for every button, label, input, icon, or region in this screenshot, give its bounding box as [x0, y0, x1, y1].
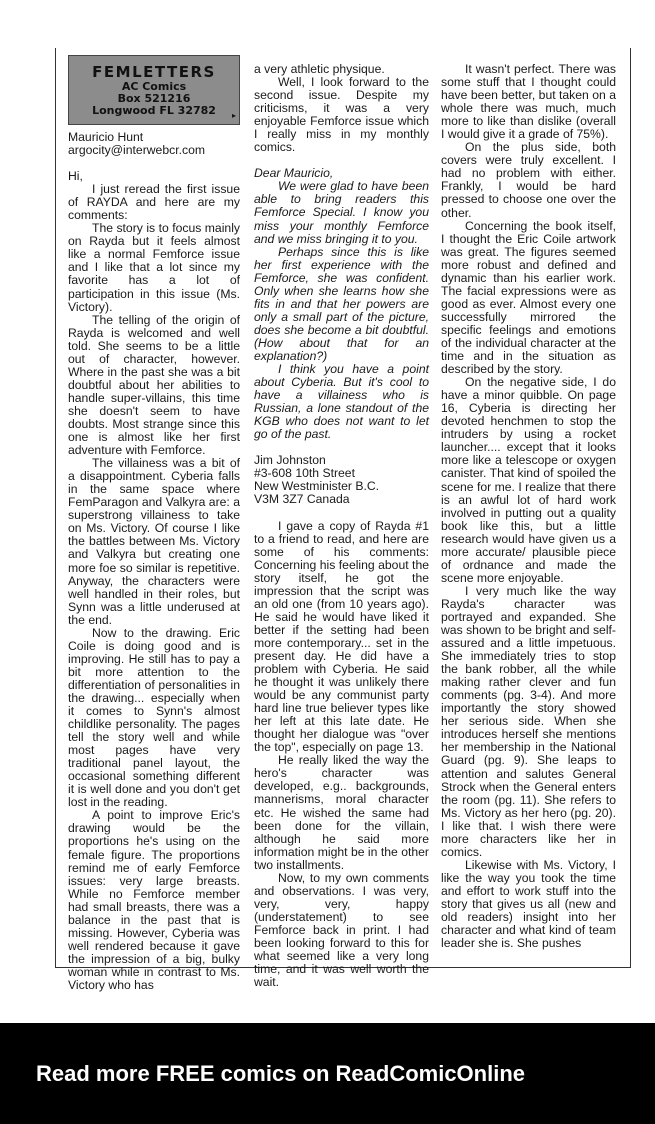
- publisher-city: Longwood FL 32782: [92, 103, 216, 117]
- reply-greeting: Dear Mauricio,: [254, 166, 334, 181]
- letter-paragraph: Concerning the book itself, I thought the Eric Coile artwork was great. The figures seemed more robust and defined and dynamic than his earlier work. The facial expressions were as good as ever. Almost every one successfully mirrored the specific feelings and emotions of the individual character at the time and in the situation as described by the story.: [441, 218, 616, 377]
- column-3: [441, 63, 616, 950]
- reply-paragraph: Perhaps since this is like her first experience with the Femforce, she was confident. Only when she learns how she fits in and that her powers are only a small part of the picture, does she become a bit doubtful. (How about that for an explanation?): [254, 244, 429, 363]
- letter-paragraph: It wasn't perfect. There was some stuff that I thought could have been better, but taken on a whole there was much, much more to like than dislike (overall I would give it a grade of 75%).: [441, 62, 616, 142]
- letter-paragraph: On the plus side, both covers were truly excellent. I had no problem with either. Frankly, I would be hard pressed to choose one over the other.: [441, 140, 616, 220]
- letter-author-address: New Westminister B.C.: [254, 479, 380, 494]
- letter-paragraph: Now, to my own comments and observations. I was very, very, very, happy (understatement) to see Femforce back in print. I had been looking forward to this for what seemed like a very long time, and it was well worth the wait.: [254, 870, 429, 990]
- letter-author-address: #3-608 10th Street: [254, 466, 355, 481]
- publisher-name: AC Comics: [121, 79, 187, 93]
- caret-icon: ▸: [231, 111, 236, 120]
- letter-paragraph: A point to improve Eric's drawing would be the proportions he's using on the female figure. The proportions remind me of early Femforce issues: very large breasts. While no Femforce member had small breasts, there was a balance in the past that is missing. However, Cyberia was well rendered because it gave the impression of a big, bulky woman while in contrast to Ms. Victory who has: [68, 808, 240, 992]
- letter-paragraph: Now to the drawing. Eric Coile is doing good and is improving. He still has to pay a bit more attention to the differentiation of personalities in the drawing... especially when it comes to Synn's almost childlike personality. The pages tell the story well and while most pages have very traditional panel layout, the occasional something different it is well done and you don't get lost in the reading.: [68, 625, 240, 810]
- letter-paragraph: I just reread the first issue of RAYDA and here are my comments:: [68, 182, 240, 223]
- letter-author-name: Jim Johnston: [254, 453, 326, 468]
- letter-paragraph: The telling of the origin of Rayda is welcomed and well told. She seems to be a little out of character, however. Where in the past she was a bit doubtful about her abilities to handle super-villains, this time she doesn't seem to have doubts. Most strange since this one is almost like her first adventure with Femforce.: [68, 312, 240, 458]
- letter-author-address: V3M 3Z7 Canada: [254, 492, 350, 507]
- letter-paragraph: I gave a copy of Rayda #1 to a friend to read, and here are some of his comments: Concerning his feeling about the story itself, he got the impression that the script was an old one (from 10 years ago). He said he would have liked it better if the setting had been more contemporary... set in the present day. He did have a problem with Cyberia. He said he thought it was unlikely there would be any communist party hard line true believer types like her left at this late date. He thought her dialogue was "over the top", especially on page 13.: [254, 518, 429, 755]
- footer-link[interactable]: Read more FREE comics on ReadComicOnline: [36, 1061, 526, 1086]
- letter-paragraph: The villainess was a bit of a disappointment. Cyberia falls in the same space where FemParagon and Valkyra are: a superstrong villainess to take on Ms. Victory. Of course I like the battles between Ms. Victory and Valkyra but creating one more foe so similar is repetitive. Anyway, the characters were well handled in their roles, but Synn was a little underused at the end.: [68, 456, 240, 627]
- reply-paragraph: I think you have a point about Cyberia. But it's cool to have a villainess who is Russian, a lone standout of the KGB who does not want to let go of the past.: [254, 362, 429, 442]
- letter-greeting: Hi,: [68, 169, 83, 184]
- column-2: [254, 63, 429, 989]
- reply-paragraph: We were glad to have been able to bring readers this Femforce Special. I know you miss your monthly Femforce and we miss bringing it to you.: [254, 179, 429, 246]
- letter-author-name: Mauricio Hunt: [68, 130, 144, 144]
- letter-paragraph: I very much like the way Rayda's character was portrayed and expanded. She was shown to be bright and self-assured and a little impetuous. She immediately tries to stop the bank robber, all the while making rather clever and fun comments (pg. 3-4). And more importantly the story showed her serious side. When she introduces herself she mentions her membership in the National Guard (pg. 9). She leaps to attention and salutes General Strock when the General enters the room (pg. 11). She refers to Ms. Victory as her hero (pg. 20). I like that. I wish there were more characters like her in comics.: [441, 583, 616, 859]
- letter-paragraph: Well, I look forward to the second issue. Despite my criticisms, it was a very enjoyable Femforce issue which I really miss in my monthly comics.: [254, 75, 429, 155]
- letter-author-email: argocity@interwebcr.com: [68, 143, 206, 158]
- letter-paragraph: On the negative side, I do have a minor quibble. On page 16, Cyberia is directing her devoted henchmen to stop the intruders by using a rocket launcher.... except that it looks more like a telescope or oxygen canister. That kind of spoiled the scene for me. I realize that there is an awful lot of hard work involved in putting out a quality book like this, but a little research would have given us a more accurate/ plausible piece of ordnance and made the scene more enjoyable.: [441, 375, 616, 585]
- letter-paragraph: He really liked the way the hero's character was developed, e.g.. backgrounds, mannerisms, moral character etc. He wished the same had been done for the villain, although he said more information might be in the other two installments.: [254, 753, 429, 872]
- column-1: [68, 131, 240, 992]
- letter-paragraph: Likewise with Ms. Victory, I like the way you took the time and effort to work stuff into the story that gives us all (new and old readers) insight into her character and what kind of team leader she is. She pushes: [441, 857, 616, 951]
- letter-paragraph: a very athletic physique.: [254, 62, 385, 76]
- femletters-header: [68, 55, 240, 125]
- letter-paragraph: The story is to focus mainly on Rayda but it feels almost like a normal Femforce issue and I like that a lot since my favorite has a lot of participation in this issue (Ms. Victory).: [68, 221, 240, 314]
- publisher-box: Box 521216: [117, 91, 191, 105]
- section-title: FEMLETTERS: [92, 62, 216, 81]
